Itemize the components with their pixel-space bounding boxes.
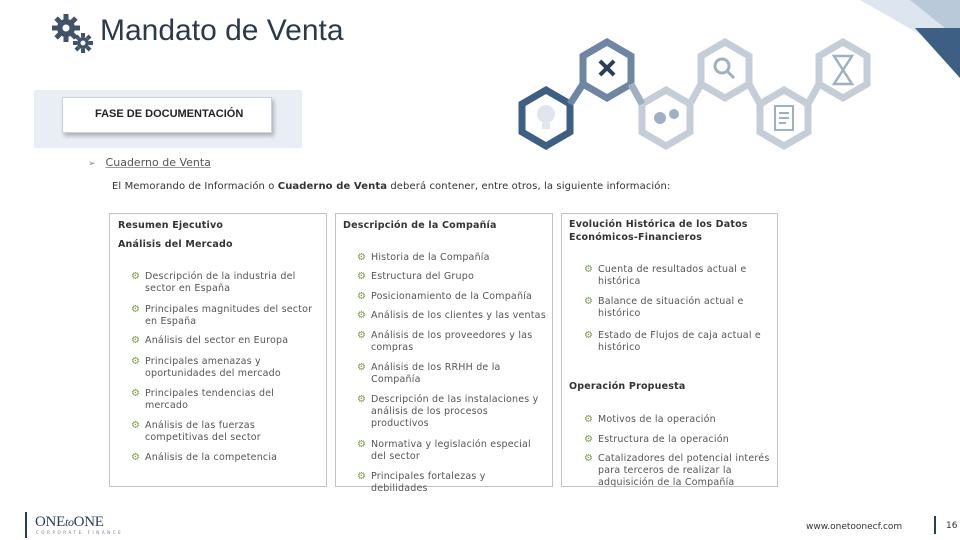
brand-logo: ONEtoONE [35,514,104,530]
brand-logo-subtitle: CORPORATE FINANCE [36,530,124,535]
gear-bullet-icon: ⚙ [357,291,367,302]
list-item: ⚙ Descripción de las instalaciones y análisis de los procesos productivos [357,394,539,429]
list-item: ⚙ Posicionamiento de la Compañía [357,291,533,302]
gear-bullet-icon: ⚙ [131,271,141,282]
list-item: ⚙ Historia de la Compañía [357,252,490,263]
gear-bullet-icon: ⚙ [357,471,367,482]
intro-text [112,181,670,192]
intro-after: deberá contener, entre otros, la siguiente información: [387,181,671,192]
gear-bullet-icon: ⚙ [357,310,367,321]
col2-header: Descripción de la Compañía [343,220,497,231]
gear-bullet-icon: ⚙ [131,420,141,431]
website-link[interactable]: www.onetoonecf.com [806,522,903,532]
phase-label: FASE DE DOCUMENTACIÓN [62,97,272,133]
list-item: ⚙ Principales tendencias del mercado [131,388,275,411]
gear-bullet-icon: ⚙ [357,252,367,263]
list-item: ⚙ Catalizadores del potencial interés para terceros de realizar la adquisición de la Compañía [584,453,770,488]
gear-bullet-icon: ⚙ [357,439,367,450]
gear-bullet-icon: ⚙ [131,304,141,315]
gear-bullet-icon: ⚙ [584,453,594,464]
gear-bullet-icon: ⚙ [131,356,141,367]
gear-bullet-icon: ⚙ [131,335,141,346]
list-item: ⚙ Cuenta de resultados actual e histórica [584,264,747,287]
gear-bullet-icon: ⚙ [357,330,367,341]
intro-bold: Cuaderno de Venta [277,181,388,192]
page-divider [934,516,936,534]
section-bullet [88,156,211,169]
gear-bullet-icon: ⚙ [584,434,594,445]
bullet-label: Cuaderno de Venta [105,156,211,169]
column-box-1 [109,213,327,487]
gear-bullet-icon: ⚙ [584,264,594,275]
list-item: ⚙ Normativa y legislación especial del sector [357,439,531,462]
list-item: ⚙ Estructura del Grupo [357,271,474,282]
list-item: ⚙ Balance de situación actual e histórico [584,296,744,319]
gear-bullet-icon: ⚙ [131,388,141,399]
list-item: ⚙ Análisis de las fuerzas competitivas del sector [131,420,261,443]
gear-bullet-icon: ⚙ [584,296,594,307]
col1-header2: Análisis del Mercado [118,239,233,250]
gear-bullet-icon: ⚙ [357,394,367,405]
list-item: ⚙ Análisis de los proveedores y las compras [357,330,533,353]
list-item: ⚙ Principales amenazas y oportunidades del mercado [131,356,281,379]
gear-bullet-icon: ⚙ [357,362,367,373]
col3-header: Evolución Histórica de los Datos Económicos-Financieros [569,219,748,243]
list-item: ⚙ Análisis de los clientes y las ventas [357,310,546,321]
intro-before: El Memorando de Información o [112,181,278,192]
list-item: ⚙ Principales magnitudes del sector en España [131,304,313,327]
list-item: ⚙ Principales fortalezas y debilidades [357,471,486,494]
list-item: ⚙ Estructura de la operación [584,434,730,445]
arrow-right-icon: ➢ [88,159,96,169]
gear-bullet-icon: ⚙ [357,271,367,282]
list-item: ⚙ Análisis de los RRHH de la Compañía [357,362,501,385]
hexagon-graphic [500,38,880,152]
list-item: ⚙ Análisis de la competencia [131,452,278,463]
page-title: Mandato de Venta [100,14,344,47]
gear-bullet-icon: ⚙ [584,330,594,341]
gear-bullet-icon: ⚙ [131,452,141,463]
page-number: 16 [946,521,958,531]
list-item: ⚙ Descripción de la industria del sector en España [131,271,296,294]
footer-divider [25,512,27,538]
list-item: ⚙ Análisis del sector en Europa [131,335,289,346]
list-item: ⚙ Motivos de la operación [584,414,716,425]
gears-icon [50,12,96,54]
col3-header2: Operación Propuesta [569,381,686,392]
list-item: ⚙ Estado de Flujos de caja actual e histórico [584,330,761,353]
col1-header: Resumen Ejecutivo [118,220,224,231]
gear-bullet-icon: ⚙ [584,414,594,425]
